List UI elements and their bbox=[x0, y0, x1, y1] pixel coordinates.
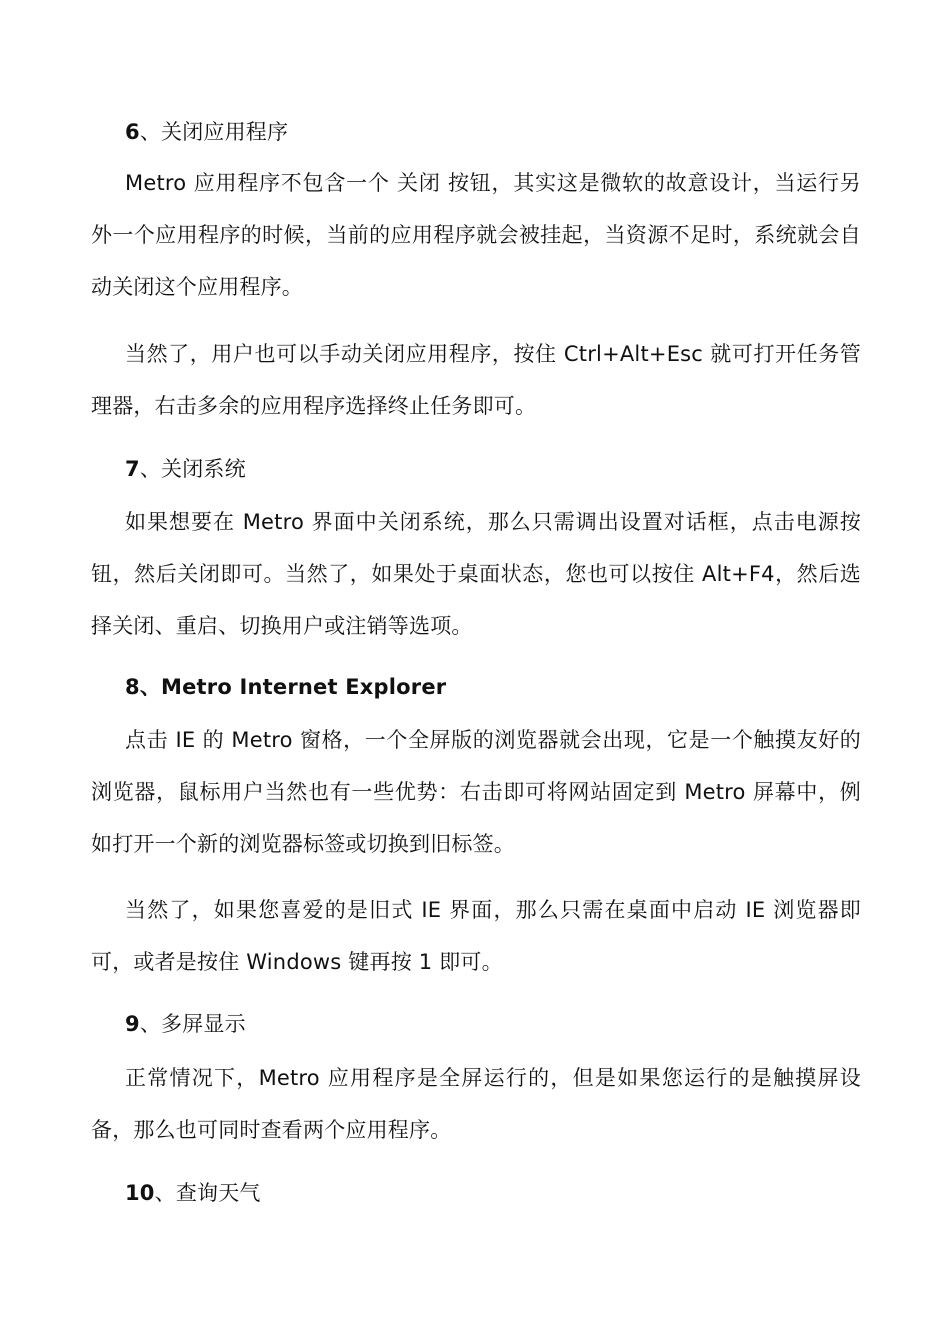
heading-title: 、关闭应用程序 bbox=[139, 120, 289, 144]
heading-title: 、多屏显示 bbox=[139, 1012, 246, 1036]
paragraph: 点击 IE 的 Metro 窗格，一个全屏版的浏览器就会出现，它是一个触摸友好的浏览器，鼠标用户当然也有一些优势：右击即可将网站固定到 Metro 屏幕中，例如打开一个新的浏览器标签或切换到旧标签。 bbox=[91, 728, 861, 856]
paragraph: 如果想要在 Metro 界面中关闭系统，那么只需调出设置对话框，点击电源按钮，然后关闭即可。当然了，如果处于桌面状态，您也可以按住 Alt+F4，然后选择关闭、重启、切换用户或注销等选项。 bbox=[91, 510, 861, 638]
section-heading-8 bbox=[91, 661, 861, 713]
section-heading-9 bbox=[91, 998, 861, 1050]
heading-number: 6 bbox=[125, 120, 140, 144]
section-heading-10 bbox=[91, 1167, 861, 1219]
heading-title: 、查询天气 bbox=[154, 1181, 261, 1205]
paragraph: 当然了，用户也可以手动关闭应用程序，按住 Ctrl+Alt+Esc 就可打开任务管理器，右击多余的应用程序选择终止任务即可。 bbox=[91, 342, 861, 418]
heading-number: 10 bbox=[125, 1181, 155, 1205]
heading-title: 、Metro Internet Explorer bbox=[139, 675, 447, 699]
section-heading-6 bbox=[91, 106, 861, 158]
heading-number: 8 bbox=[125, 675, 140, 699]
heading-title: 、关闭系统 bbox=[139, 457, 246, 481]
paragraph: Metro 应用程序不包含一个 关闭 按钮，其实这是微软的故意设计，当运行另外一个应用程序的时候，当前的应用程序就会被挂起，当资源不足时，系统就会自动关闭这个应用程序。 bbox=[91, 171, 861, 299]
heading-number: 7 bbox=[125, 457, 140, 481]
section-heading-7 bbox=[91, 443, 861, 495]
heading-number: 9 bbox=[125, 1012, 140, 1036]
paragraph: 当然了，如果您喜爱的是旧式 IE 界面，那么只需在桌面中启动 IE 浏览器即可，或者是按住 Windows 键再按 1 即可。 bbox=[91, 898, 861, 974]
paragraph: 正常情况下，Metro 应用程序是全屏运行的，但是如果您运行的是触摸屏设备，那么也可同时查看两个应用程序。 bbox=[91, 1066, 861, 1142]
